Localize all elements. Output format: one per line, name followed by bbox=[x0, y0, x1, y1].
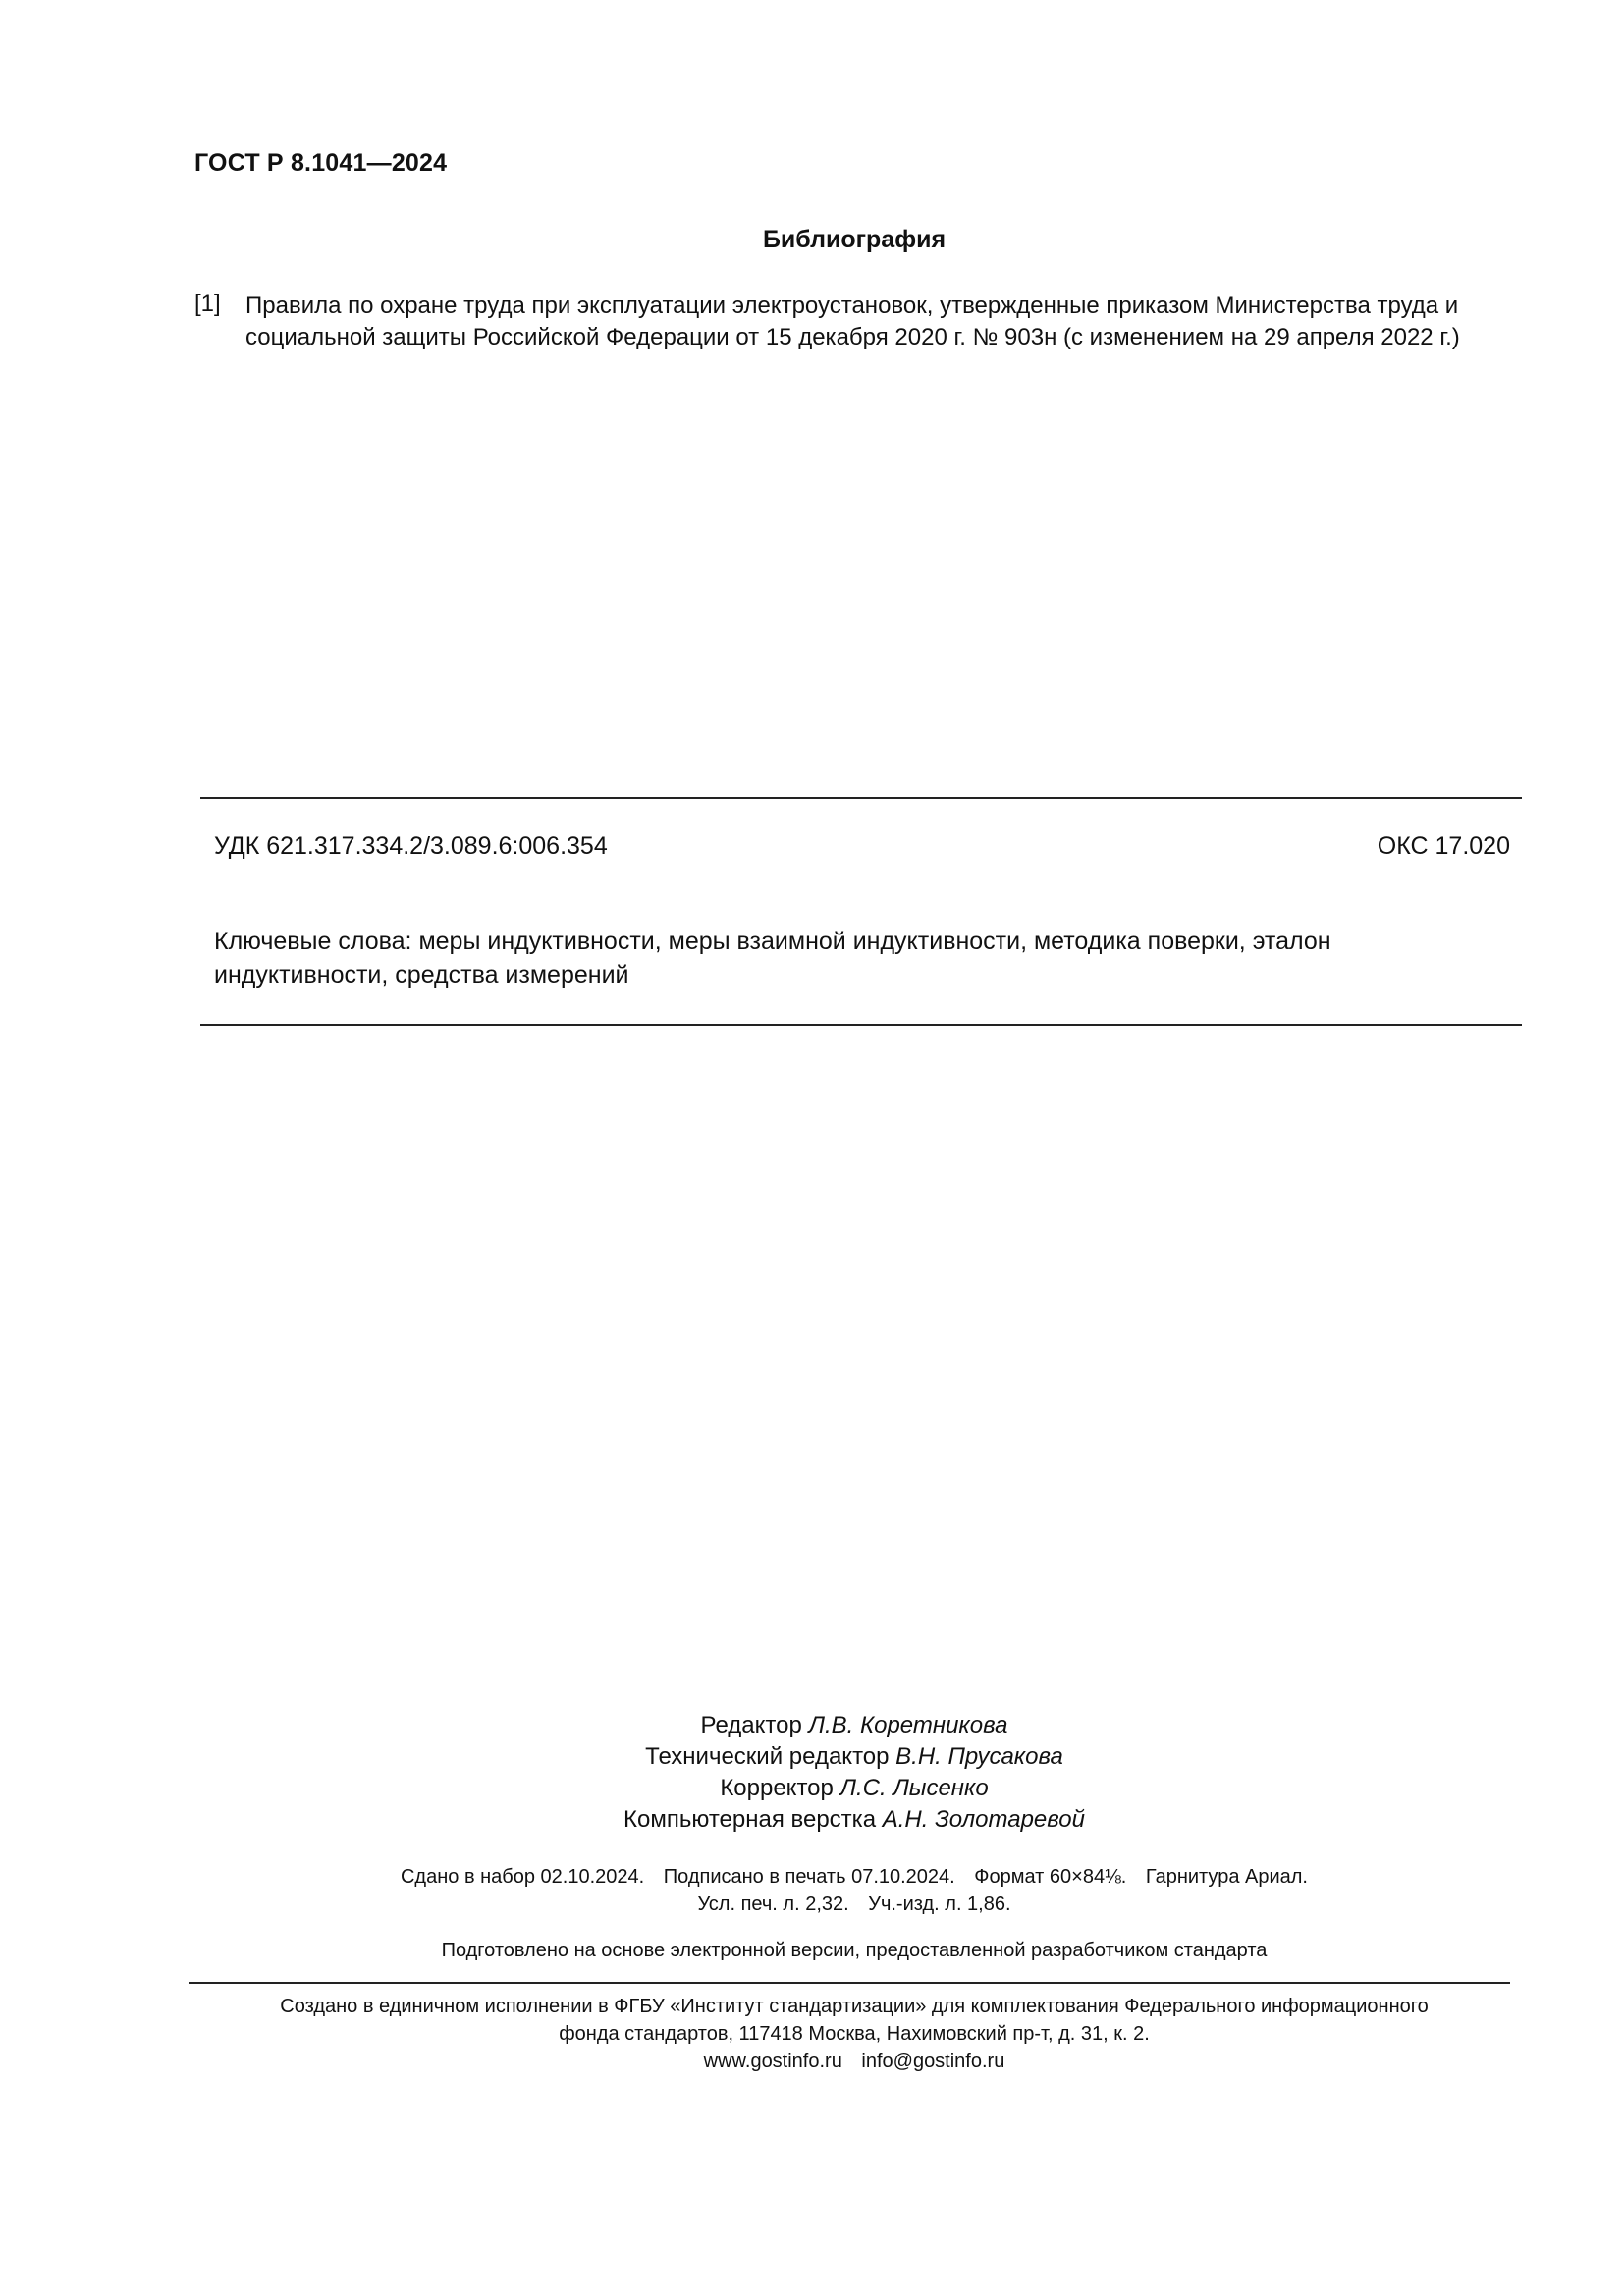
print-info-line-1 bbox=[0, 1863, 1624, 1891]
credit-corrector bbox=[0, 1773, 1624, 1804]
typeface: Гарнитура Ариал. bbox=[1145, 1866, 1308, 1888]
credit-corrector-label: Корректор bbox=[720, 1775, 834, 1801]
bibliography-item-number: [1] bbox=[194, 291, 221, 317]
credit-editor-label: Редактор bbox=[700, 1712, 802, 1738]
bibliography-item-text: Правила по охране труда при эксплуатации электроустановок, утвержденные приказом Министерства труда и социальной защиты Российской Федерации от 15 декабря 2020 г. № 903н (с изменением на 29 апреля 2022 г.) bbox=[245, 293, 1460, 350]
credit-editor-name: Л.В. Коретникова bbox=[808, 1712, 1008, 1738]
print-info-line-2 bbox=[0, 1891, 1624, 1918]
credits-block bbox=[0, 1710, 1624, 1836]
print-sheets: Усл. печ. л. 2,32. bbox=[697, 1894, 849, 1915]
keywords: Ключевые слова: меры индуктивности, меры взаимной индуктивности, методика поверки, эталон индуктивности, средства измерений bbox=[214, 928, 1331, 988]
oks-code: ОКС 17.020 bbox=[1377, 832, 1510, 860]
footer-line-2: фонда стандартов, 117418 Москва, Нахимовский пр-т, д. 31, к. 2. bbox=[559, 2023, 1150, 2045]
publisher-sheets: Уч.-изд. л. 1,86. bbox=[868, 1894, 1011, 1915]
credit-corrector-name: Л.С. Лысенко bbox=[839, 1775, 989, 1801]
divider-top bbox=[200, 797, 1522, 799]
credit-tech-editor bbox=[0, 1741, 1624, 1773]
typeset-date: Сдано в набор 02.10.2024. bbox=[400, 1866, 645, 1888]
signed-date: Подписано в печать 07.10.2024. bbox=[663, 1866, 955, 1888]
credit-tech-editor-label: Технический редактор bbox=[645, 1743, 890, 1770]
bibliography-title: Библиография bbox=[762, 226, 947, 253]
credit-tech-editor-name: В.Н. Прусакова bbox=[895, 1743, 1063, 1770]
footer-line-1: Создано в единичном исполнении в ФГБУ «Институт стандартизации» для комплектования Федерального информационного bbox=[280, 1996, 1429, 2017]
credit-editor bbox=[0, 1710, 1624, 1741]
publisher-footer bbox=[0, 1993, 1624, 2075]
divider-middle bbox=[200, 1024, 1522, 1026]
footer-contacts bbox=[0, 2048, 1624, 2075]
document-code: ГОСТ Р 8.1041—2024 bbox=[194, 149, 448, 177]
print-info bbox=[0, 1863, 1624, 1918]
credit-layout bbox=[0, 1804, 1624, 1836]
divider-bottom bbox=[189, 1982, 1510, 1984]
email-link[interactable]: info@gostinfo.ru bbox=[861, 2051, 1005, 2072]
website-link[interactable]: www.gostinfo.ru bbox=[703, 2051, 842, 2072]
credit-layout-label: Компьютерная верстка bbox=[623, 1806, 877, 1833]
udk-code: УДК 621.317.334.2/3.089.6:006.354 bbox=[214, 832, 608, 860]
prepared-note: Подготовлено на основе электронной версии, предоставленной разработчиком стандарта bbox=[441, 1940, 1268, 1961]
credit-layout-name: А.Н. Золотаревой bbox=[882, 1806, 1085, 1833]
format: Формат 60×84⅛. bbox=[974, 1866, 1127, 1888]
